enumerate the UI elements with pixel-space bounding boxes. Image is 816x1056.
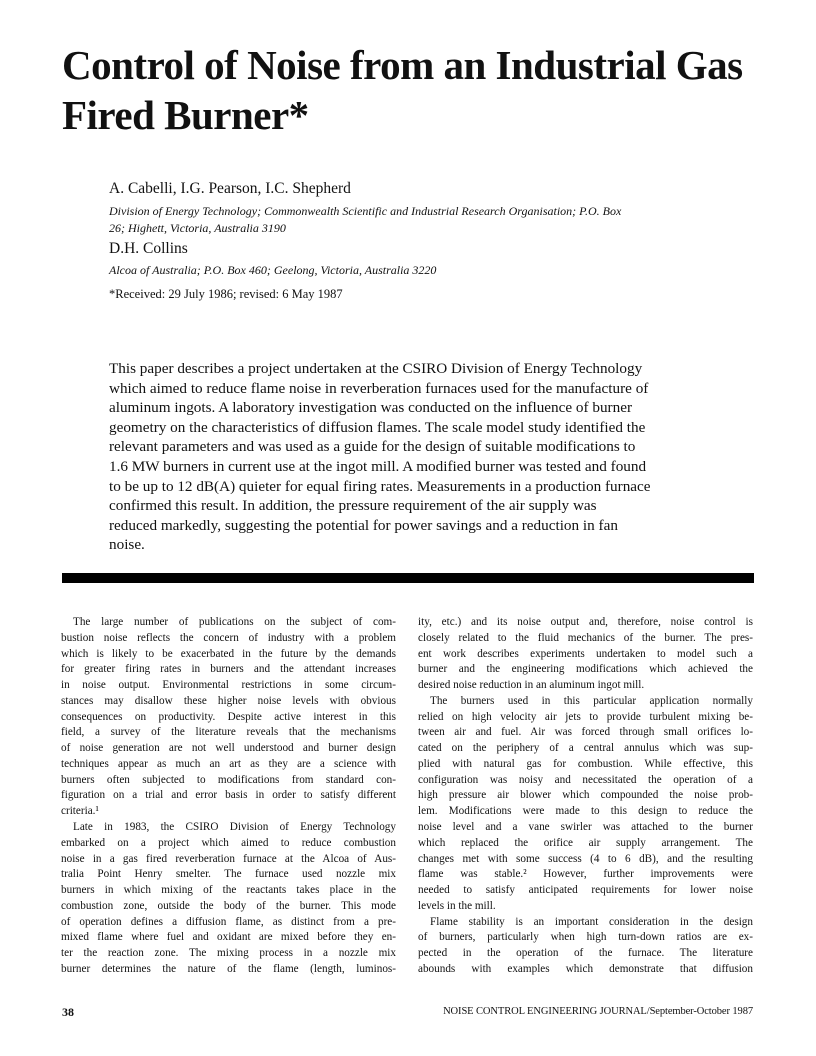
body-line: ity, etc.) and its noise output and, therefore, noise control is <box>418 616 753 628</box>
abstract-line: noise. <box>109 536 145 554</box>
body-line: relied on high velocity air jets to provide turbulent mixing be- <box>418 710 753 723</box>
body-line: figuration on a trial and error basis in order to satisfy different <box>61 789 396 802</box>
body-line: Late in 1983, the CSIRO Division of Energy Technology <box>73 820 396 833</box>
received-dates: *Received: 29 July 1986; revised: 6 May 1987 <box>109 287 343 301</box>
title-line-1: Control of Noise from an Industrial Gas <box>62 42 743 88</box>
body-line: burner and the engineering modifications which achieved the <box>418 663 753 676</box>
body-line: Flame stability is an important consideration in the design <box>430 915 753 928</box>
abstract-line: which aimed to reduce flame noise in reverberation furnaces used for the manufacture of <box>109 379 649 397</box>
body-line: closely related to the fluid mechanics of the burner. The pres- <box>418 631 753 644</box>
article-title <box>62 40 782 140</box>
section-divider <box>62 573 754 583</box>
body-line: ent work describes experiments undertaken to model such a <box>418 647 753 660</box>
body-line: configuration was noisy and necessitated the operation of a <box>418 773 753 786</box>
abstract-line: to be up to 12 dB(A) quieter for equal firing rates. Measurements in a production furnace <box>109 477 651 495</box>
authors-group-2: D.H. Collins <box>109 240 188 257</box>
body-line: tralia Point Henry smelter. The furnace used nozzle mix <box>61 868 396 881</box>
body-line: embarked on a project which aimed to reduce combustion <box>61 836 396 849</box>
affiliation-1-line-2: 26; Highett, Victoria, Australia 3190 <box>109 221 286 235</box>
body-line: which is likely to be exacerbated in the future by the demands <box>61 647 396 660</box>
body-line: desired noise reduction in an aluminum ingot mill. <box>418 679 645 692</box>
body-line: burner determines the nature of the flame (length, luminos- <box>61 962 396 975</box>
affiliation-2 <box>109 262 759 279</box>
abstract-line: aluminum ingots. A laboratory investigation was conducted on the influence of burner <box>109 399 633 417</box>
body-line: combustion zone, outside the body of the burner. This mode <box>61 899 396 912</box>
abstract-line: relevant parameters and was used as a guide for the design of suitable modifications to <box>109 438 636 456</box>
affiliation-2-line-1: Alcoa of Australia; P.O. Box 460; Geelong, Victoria, Australia 3220 <box>109 263 437 277</box>
body-line: cated on the periphery of a central annulus which was sup- <box>418 742 753 755</box>
body-line: of operation defines a diffusion flame, as distinct from a pre- <box>61 915 396 928</box>
affiliation-1-line-1: Division of Energy Technology; Commonwealth Scientific and Industrial Research Organisation; P.O. Box <box>109 204 622 218</box>
body-line: tween air and fuel. Air was forced through small orifices lo- <box>418 726 753 739</box>
title-line-2: Fired Burner* <box>62 92 309 138</box>
body-line: changes met with some success (4 to 6 dB), and the resulting <box>418 852 753 865</box>
body-line: noise in a gas fired reverberation furnace at the Alcoa of Aus- <box>61 852 396 865</box>
body-line: needed to satisfy anticipated requirements for lower noise <box>418 884 753 897</box>
journal-footer: NOISE CONTROL ENGINEERING JOURNAL/September-October 1987 <box>443 1006 753 1017</box>
body-line: levels in the mill. <box>418 899 496 912</box>
authors-group-1: A. Cabelli, I.G. Pearson, I.C. Shepherd <box>109 180 351 197</box>
abstract-line: confirmed this result. In addition, the pressure requirement of the air supply was <box>109 497 597 515</box>
body-line: high pressure air blower which compounded the noise prob- <box>418 789 753 802</box>
body-line: The burners used in this particular application normally <box>430 694 753 707</box>
body-line: burners often subjected to modifications from standard con- <box>61 773 396 786</box>
body-line: techniques appear as much an art as they are a science with <box>61 757 396 770</box>
body-column-right <box>418 615 753 978</box>
body-line: consequences on productivity. Despite active interest in this <box>61 710 396 723</box>
body-line: of burners, particularly when high turn-down ratios are ex- <box>418 931 753 944</box>
page-number: 38 <box>62 1005 74 1019</box>
body-line: burners in which mixing of the reactants takes place in the <box>61 884 396 897</box>
body-line: for greater firing rates in burners and the attendant increases <box>61 663 396 676</box>
abstract-line: This paper describes a project undertaken at the CSIRO Division of Energy Technology <box>109 360 643 377</box>
body-line: lem. Modifications were made to this design to reduce the <box>418 805 753 818</box>
body-line: in noise output. Environmental restrictions in some circum- <box>61 679 396 692</box>
body-line: criteria.¹ <box>61 805 99 818</box>
body-column-left <box>61 615 396 978</box>
body-line: ter the reaction zone. The mixing process in a nozzle mix <box>61 947 396 960</box>
body-line: bustion noise reflects the concern of industry with a problem <box>61 631 396 644</box>
body-line: field, a survey of the literature reveals that the mechanisms <box>61 726 396 739</box>
body-line: flame was stable.² However, further improvements were <box>418 868 753 881</box>
abstract-line: 1.6 MW burners in current use at the ingot mill. A modified burner was tested and found <box>109 457 647 475</box>
body-line: mixed flame where fuel and oxidant are mixed before they en- <box>61 931 396 944</box>
body-line: of noise generation are not well understood and burner design <box>61 742 396 755</box>
body-line: noise level and a vane swirler was attached to the burner <box>418 820 753 833</box>
body-line: The large number of publications on the subject of com- <box>73 616 396 628</box>
abstract-line: geometry on the characteristics of diffusion flames. The scale model study identified the <box>109 418 646 436</box>
body-line: plied with natural gas for combustion. While effective, this <box>418 757 753 770</box>
body-line: stances may disallow these higher noise levels with obvious <box>61 694 396 707</box>
body-line: which replaced the orifice air supply arrangement. The <box>418 836 753 849</box>
affiliation-1 <box>109 203 759 237</box>
abstract-line: reduced markedly, suggesting the potential for power savings and a reduction in fan <box>109 516 618 534</box>
body-line: abounds with examples which demonstrate that diffusion <box>418 962 753 975</box>
abstract <box>109 359 749 555</box>
body-line: pected in the operation of the furnace. The literature <box>418 947 753 960</box>
